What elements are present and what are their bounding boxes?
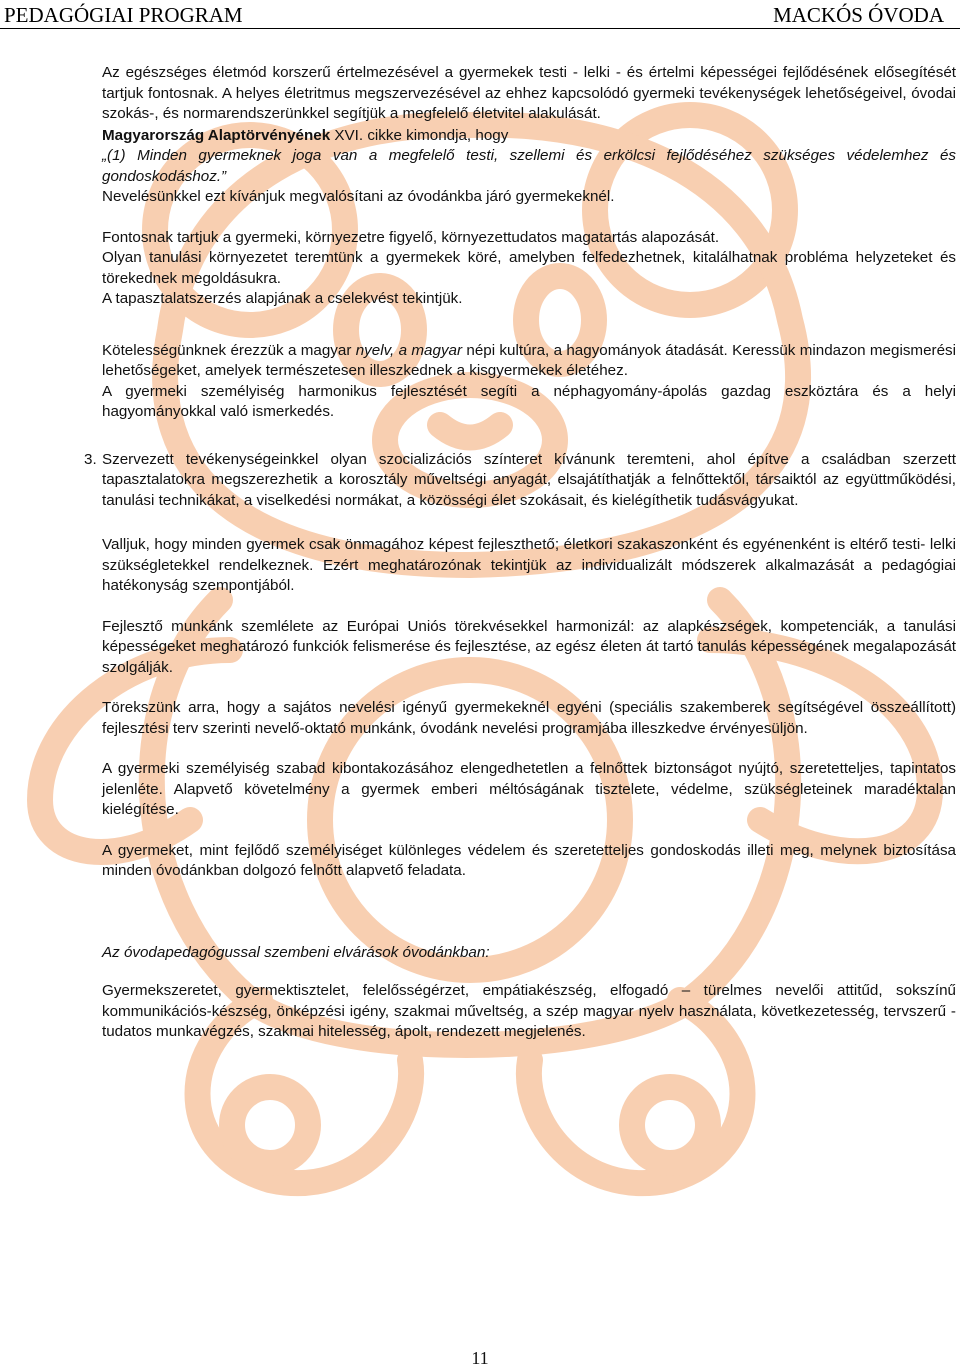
paragraph-expectations: Gyermekszeretet, gyermektisztelet, felelősségérzet, empátiakészség, elfogadó – türelmes nevelői attitűd, sokszínű kommunikációs-készség, önképzési igény, szakmai műveltség, a szép magyar nyelv használata, következetesség, tervszerű - tudatos munkavégzés, szakmai hitelesség, ápolt, rendezett megjelenés. bbox=[102, 982, 956, 1040]
paragraph-harmonious-development: A gyermeki személyiség harmonikus fejlesztését segíti a néphagyomány-ápolás gazdag eszköztára és a helyi hagyományokkal való ismerkedés. bbox=[102, 382, 956, 420]
constitution-quote: „(1) Minden gyermeknek joga van a megfelelő testi, szellemi és erkölcsi fejlődéséhez szükséges védelemhez és gondoskodáshoz.” bbox=[102, 147, 956, 185]
paragraph-culture: Kötelességünknek érezzük a magyar nyelv, a magyar népi kultúra, a hagyományok átadását. Keressük mindazon megismerési lehetőségeket, amelyek természetesen illeszkednek a kisgyermekek életéhez. bbox=[102, 341, 956, 379]
header-program-title: PEDAGÓGIAI PROGRAM bbox=[4, 3, 243, 27]
paragraph-learning-environment: Olyan tanulási környezetet teremtünk a gyermekek köré, amelyben felfedezhetnek, kitalálhatnak probléma helyzeteket és törekednek megoldásukra. bbox=[102, 249, 956, 287]
paragraph-education-goal: Nevelésünkkel ezt kívánjuk megvalósítani az óvodánkba járó gyermekeknél. bbox=[102, 188, 615, 205]
paragraph-environment: Fontosnak tartjuk a gyermeki, környezetre figyelő, környezettudatos magatartás alapozását. bbox=[102, 228, 720, 246]
header-divider bbox=[0, 28, 960, 29]
constitution-article: XVI. cikke kimondja, hogy bbox=[330, 126, 509, 144]
header-kindergarten-name: MACKÓS ÓVODA bbox=[773, 3, 944, 27]
page-header bbox=[0, 0, 960, 30]
paragraph-special-needs: Törekszünk arra, hogy a sajátos nevelési igényű gyermekeknél egyéni (speciális szakemberek segítségével összeállított) fejlesztési terv szerinti nevelő-oktató munkánk, óvodánk nevelési programjába illeszkedve érvényesüljön. bbox=[102, 699, 956, 737]
paragraph-numbered-3: 3. Szervezett tevékenységeinkkel olyan szocializációs színteret kívánunk teremteni, ahol építve a családban szerzett tapasztalatokra megszerezhetik a korosztály műveltségi anyagát, elsajátíthatják a felnőttektől, társaiktól az együttműködési, tanulási technikákat, a viselkedési normákat, a közösségi élet szokásait, és kielégíthetik tudásvágyukat. bbox=[84, 450, 956, 509]
expectations-title: Az óvodapedagógussal szembeni elvárások óvodánkban: bbox=[102, 943, 490, 961]
paragraph-individual: Valljuk, hogy minden gyermek csak önmagához képest fejleszthető; életkori szakaszonként és egyénenként is eltérő testi- lelki szükségletekkel rendelkeznek. Ezért meghatározónak tekintjük az individualizált módszerek alkalmazását a pedagógiai hatékonyság szempontjából. bbox=[102, 536, 956, 594]
paragraph-protection: A gyermeket, mint fejlődő személyiséget különleges védelem és szeretetteljes gondoskodás illeti meg, melynek biztosítása minden óvodánkban dolgozó felnőtt alapvető feladata. bbox=[102, 841, 956, 879]
constitution-title: Magyarország Alaptörvényének bbox=[102, 126, 331, 144]
list-number: 3. bbox=[84, 450, 97, 468]
paragraph-constitution bbox=[102, 126, 956, 147]
paragraph-personality: A gyermeki személyiség szabad kibontakozásához elengedhetetlen a felnőttek biztonságot nyújtó, szeretetteljes, tapintatos jelenléte. Alapvető követelmény a gyermek emberi méltóságának tisztelete, védelme, szükségleteinek maradéktalan kielégítése. bbox=[102, 760, 956, 818]
paragraph-healthy-lifestyle: Az egészséges életmód korszerű értelmezésével a gyermekek testi - lelki - és értelmi képességei fejlődésének elősegítését tartjuk fontosnak. A helyes életritmus megszervezésével az ehhez kapcsolódó gyermeki tevékenységek lehetőségeivel, óvodai szokás-, és normarendszerünkkel segítjük a megfelelő életvitel alakulását. bbox=[102, 64, 956, 122]
page-number: 11 bbox=[471, 1348, 489, 1368]
paragraph-eu-development: Fejlesztő munkánk szemlélete az Európai Uniós törekvésekkel harmonizál: az alapkészségek, kompetenciák, a tanulási képességeket meghatározó funkciók felismerése és fejlesztése, az egész életen át tartó tanulás képességének megalapozását szolgálják. bbox=[102, 617, 956, 676]
document-body bbox=[84, 63, 956, 1043]
paragraph-experience: A tapasztalatszerzés alapjának a cselekvést tekintjük. bbox=[102, 290, 463, 307]
